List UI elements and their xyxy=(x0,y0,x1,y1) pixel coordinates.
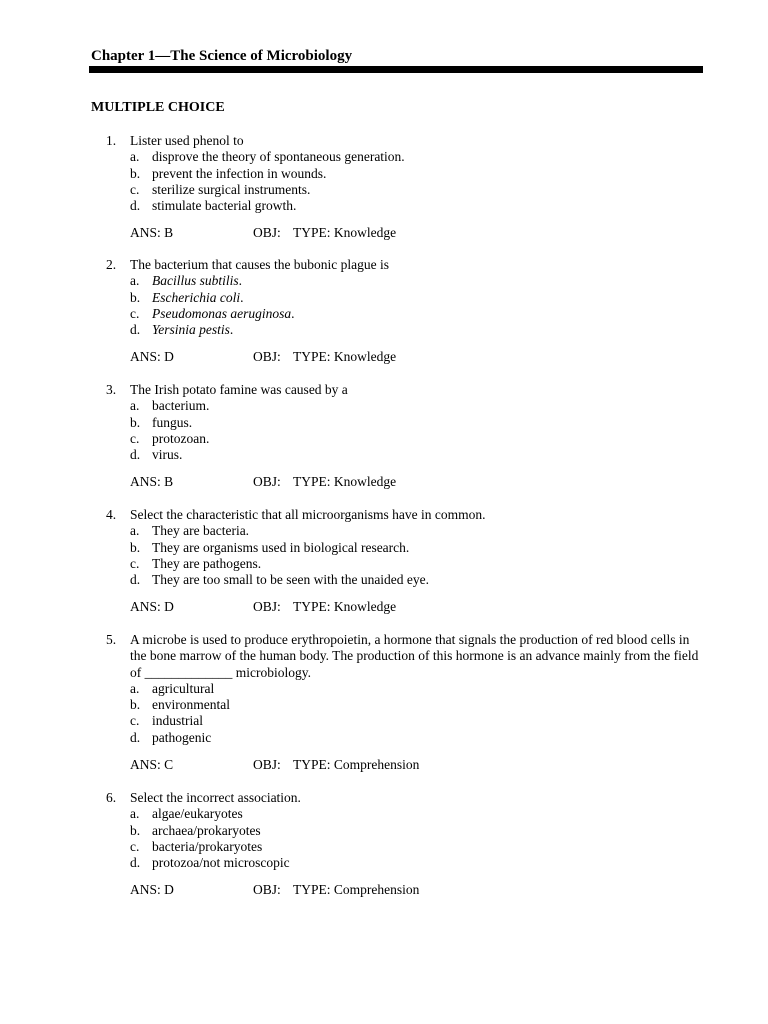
option-letter: a. xyxy=(130,398,140,414)
question-stem: The Irish potato famine was caused by a xyxy=(130,382,348,397)
option-letter: b. xyxy=(130,289,141,305)
question-type: TYPE: Comprehension xyxy=(293,757,420,773)
question-6 xyxy=(106,790,706,899)
option-letter: d. xyxy=(130,447,141,463)
answer-row xyxy=(130,757,706,773)
option-c xyxy=(130,182,706,198)
answer-row xyxy=(130,349,706,365)
option-d xyxy=(130,447,706,463)
option-list xyxy=(130,523,706,588)
option-letter: a. xyxy=(130,523,140,539)
option-list xyxy=(130,681,706,746)
question-stem: A microbe is used to produce erythropoietin, a hormone that signals the production of red blood cells in the bone marrow of the human body. The production of this hormone is an advance mainly from the field of _____________ microbiology. xyxy=(130,632,699,680)
option-c xyxy=(130,556,706,572)
option-c xyxy=(130,306,706,322)
option-text: They are bacteria. xyxy=(152,523,250,539)
option-a xyxy=(130,681,706,697)
option-text: Pseudomonas aeruginosa xyxy=(152,305,292,321)
option-text: prevent the infection in wounds. xyxy=(152,165,327,181)
option-d xyxy=(130,572,706,588)
question-stem: The bacterium that causes the bubonic plague is xyxy=(130,257,390,272)
objective-label: OBJ: xyxy=(253,225,281,241)
option-letter: c. xyxy=(130,713,140,729)
option-text: disprove the theory of spontaneous generation. xyxy=(152,149,405,165)
objective-label: OBJ: xyxy=(253,474,281,490)
title-rule xyxy=(89,66,703,73)
option-text: Bacillus subtilis xyxy=(152,273,239,289)
option-a xyxy=(130,523,706,539)
question-number: 1. xyxy=(106,133,117,148)
objective-label: OBJ: xyxy=(253,882,281,898)
answer-row xyxy=(130,882,706,898)
objective-label: OBJ: xyxy=(253,349,281,365)
option-letter: a. xyxy=(130,273,140,289)
option-letter: c. xyxy=(130,555,140,571)
option-letter: b. xyxy=(130,822,141,838)
option-text: They are organisms used in biological research. xyxy=(152,539,410,555)
option-letter: b. xyxy=(130,165,141,181)
option-b xyxy=(130,166,706,182)
option-letter: d. xyxy=(130,198,141,214)
question-number: 4. xyxy=(106,507,117,522)
option-text: stimulate bacterial growth. xyxy=(152,198,297,214)
answer-key: ANS: B xyxy=(130,474,174,490)
option-letter: a. xyxy=(130,806,140,822)
option-text: industrial xyxy=(152,713,203,729)
option-letter: c. xyxy=(130,430,140,446)
option-text: agricultural xyxy=(152,680,215,696)
option-letter: b. xyxy=(130,697,141,713)
option-suffix: . xyxy=(229,322,234,338)
answer-key: ANS: D xyxy=(130,882,174,898)
option-c xyxy=(130,431,706,447)
question-type: TYPE: Knowledge xyxy=(293,599,397,615)
option-d xyxy=(130,855,706,871)
question-stem: Select the incorrect association. xyxy=(130,790,301,805)
option-a xyxy=(130,149,706,165)
option-text: fungus. xyxy=(152,414,193,430)
option-text: sterilize surgical instruments. xyxy=(152,181,311,197)
option-text: algae/eukaryotes xyxy=(152,806,243,822)
option-letter: a. xyxy=(130,149,140,165)
option-b xyxy=(130,415,706,431)
option-text: pathogenic xyxy=(152,729,212,745)
option-d xyxy=(130,322,706,338)
option-letter: c. xyxy=(130,305,140,321)
objective-label: OBJ: xyxy=(253,757,281,773)
question-stem: Select the characteristic that all microorganisms have in common. xyxy=(130,507,486,522)
answer-row xyxy=(130,225,706,241)
option-text: Escherichia coli xyxy=(152,289,241,305)
option-text: environmental xyxy=(152,697,230,713)
option-c xyxy=(130,713,706,729)
option-text: Yersinia pestis xyxy=(152,322,230,338)
option-b xyxy=(130,290,706,306)
question-number: 2. xyxy=(106,257,117,272)
option-list xyxy=(130,273,706,338)
option-text: protozoa/not microscopic xyxy=(152,855,290,871)
option-letter: c. xyxy=(130,181,140,197)
option-letter: c. xyxy=(130,838,140,854)
option-d xyxy=(130,730,706,746)
question-5 xyxy=(106,632,706,773)
option-text: archaea/prokaryotes xyxy=(152,822,261,838)
option-text: virus. xyxy=(152,447,183,463)
question-type: TYPE: Knowledge xyxy=(293,349,397,365)
option-text: They are pathogens. xyxy=(152,555,262,571)
option-b xyxy=(130,540,706,556)
option-b xyxy=(130,697,706,713)
option-b xyxy=(130,823,706,839)
question-stem: Lister used phenol to xyxy=(130,133,244,148)
option-d xyxy=(130,198,706,214)
question-4 xyxy=(106,507,706,616)
option-text: bacteria/prokaryotes xyxy=(152,838,263,854)
answer-key: ANS: B xyxy=(130,225,174,241)
option-letter: d. xyxy=(130,572,141,588)
option-text: bacterium. xyxy=(152,398,210,414)
objective-label: OBJ: xyxy=(253,599,281,615)
answer-key: ANS: D xyxy=(130,349,174,365)
option-suffix: . xyxy=(238,273,243,289)
section-heading: MULTIPLE CHOICE xyxy=(91,100,225,115)
question-type: TYPE: Knowledge xyxy=(293,474,397,490)
option-letter: a. xyxy=(130,680,140,696)
answer-key: ANS: D xyxy=(130,599,174,615)
question-3 xyxy=(106,382,706,491)
option-a xyxy=(130,398,706,414)
option-list xyxy=(130,398,706,463)
question-number: 6. xyxy=(106,790,117,805)
answer-key: ANS: C xyxy=(130,757,174,773)
option-letter: b. xyxy=(130,414,141,430)
option-letter: b. xyxy=(130,539,141,555)
option-a xyxy=(130,273,706,289)
option-list xyxy=(130,149,706,214)
question-1 xyxy=(106,133,706,242)
option-a xyxy=(130,806,706,822)
question-number: 3. xyxy=(106,382,117,397)
option-text: protozoan. xyxy=(152,430,210,446)
question-type: TYPE: Comprehension xyxy=(293,882,420,898)
answer-row xyxy=(130,599,706,615)
option-list xyxy=(130,806,706,871)
question-number: 5. xyxy=(106,632,117,647)
chapter-title: Chapter 1—The Science of Microbiology xyxy=(91,48,353,64)
question-2 xyxy=(106,257,706,366)
option-suffix: . xyxy=(291,305,295,321)
option-letter: d. xyxy=(130,855,141,871)
option-letter: d. xyxy=(130,322,141,338)
option-suffix: . xyxy=(240,289,244,305)
question-type: TYPE: Knowledge xyxy=(293,225,397,241)
option-text: They are too small to be seen with the unaided eye. xyxy=(152,572,430,588)
answer-row xyxy=(130,474,706,490)
option-c xyxy=(130,839,706,855)
option-letter: d. xyxy=(130,729,141,745)
